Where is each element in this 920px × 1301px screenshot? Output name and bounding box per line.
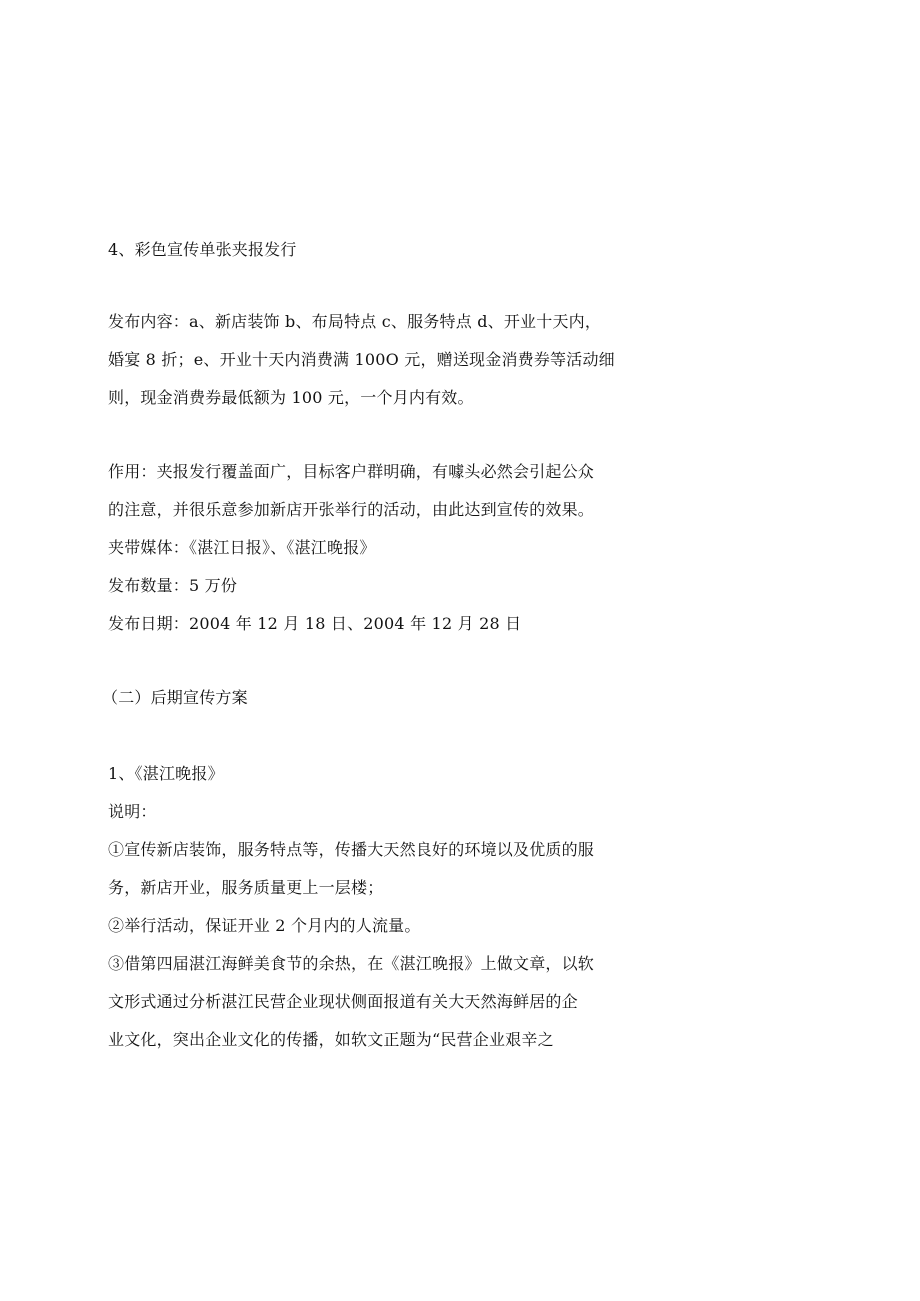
section-heading-2: （二）后期宣传方案	[102, 688, 248, 707]
effect-line-2: 的注意，并很乐意参加新店开张举行的活动，由此达到宣传的效果。	[108, 500, 595, 519]
point-1-line-2: 务，新店开业，服务质量更上一层楼；	[108, 878, 384, 897]
effect-line-1: 作用：夹报发行覆盖面广，目标客户群明确，有噱头必然会引起公众	[108, 462, 595, 481]
quantity-line: 发布数量：5 万份	[108, 576, 238, 595]
explanation-label: 说明：	[108, 802, 157, 821]
point-3-line-1: ③借第四届湛江海鲜美食节的余热，在《湛江晚报》上做文章，以软	[108, 954, 595, 973]
date-line: 发布日期：2004 年 12 月 18 日、2004 年 12 月 28 日	[108, 614, 522, 633]
point-1-line-1: ①宣传新店装饰，服务特点等，传播大天然良好的环境以及优质的服	[108, 840, 595, 859]
publish-content-line-1: 发布内容：a、新店装饰 b、布局特点 c、服务特点 d、开业十天内，	[108, 312, 602, 331]
publish-content-line-2: 婚宴 8 折；e、开业十天内消费满 100O 元，赠送现金消费券等活动细	[108, 350, 615, 369]
media-line: 夹带媒体：《湛江日报》、《湛江晚报》	[108, 538, 376, 557]
section-heading-4: 4、彩色宣传单张夹报发行	[108, 240, 297, 259]
point-3-line-2: 文形式通过分析湛江民营企业现状侧面报道有关大天然海鲜居的企	[108, 992, 578, 1011]
point-3-line-3: 业文化，突出企业文化的传播，如软文正题为“民营企业艰辛之	[108, 1030, 554, 1049]
publish-content-line-3: 则，现金消费券最低额为 100 元，一个月内有效。	[108, 388, 474, 407]
item-1-heading: 1、《湛江晚报》	[108, 764, 224, 783]
point-2: ②举行活动，保证开业 2 个月内的人流量。	[108, 916, 421, 935]
